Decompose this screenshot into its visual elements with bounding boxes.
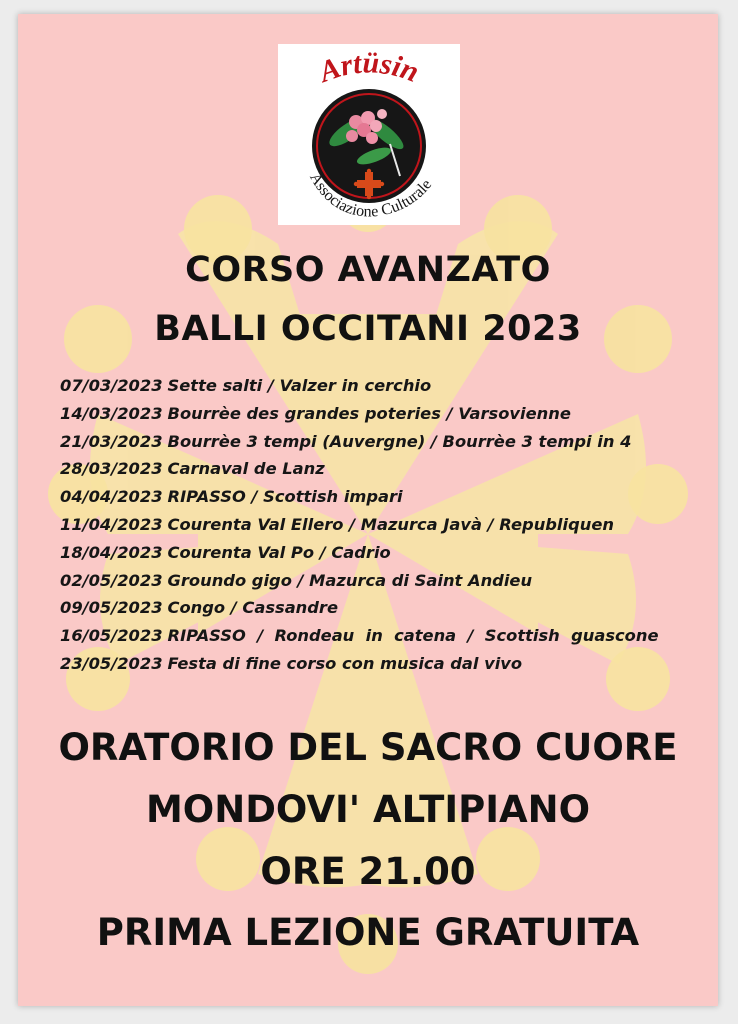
schedule-date: 09/05/2023 [60, 598, 163, 618]
schedule-item [60, 428, 710, 456]
schedule-item [60, 511, 710, 539]
free-lesson-notice: PRIMA LEZIONE GRATUITA [96, 911, 640, 954]
artusin-logo [278, 44, 460, 225]
schedule-dances: Carnaval de Lanz [167, 459, 325, 479]
schedule-date: 02/05/2023 [60, 570, 163, 590]
poster [18, 14, 718, 1006]
schedule-dances: Groundo gigo / Mazurca di Saint Andieu [167, 570, 533, 590]
schedule-item [60, 455, 710, 483]
schedule-item [60, 567, 710, 595]
schedule-dances: Festa di fine corso con musica dal vivo [167, 653, 523, 673]
schedule-item [60, 539, 710, 567]
schedule-date: 14/03/2023 [60, 403, 163, 423]
lesson-schedule [60, 372, 710, 678]
schedule-dances: Courenta Val Po / Cadrio [167, 542, 391, 562]
schedule-item [60, 483, 710, 511]
course-subtitle: BALLI OCCITANI 2023 [154, 309, 582, 349]
logo-title: Artüsin [314, 46, 424, 89]
schedule-date: 07/03/2023 [60, 376, 163, 395]
schedule-item [60, 372, 710, 400]
schedule-date: 23/05/2023 [60, 653, 163, 673]
schedule-date: 21/03/2023 [60, 431, 163, 451]
schedule-item [60, 622, 710, 650]
schedule-dances: RIPASSO / Scottish impari [167, 487, 403, 507]
course-title: CORSO AVANZATO [185, 250, 551, 290]
venue-name: ORATORIO DEL SACRO CUORE [58, 726, 678, 769]
schedule-item [60, 650, 710, 678]
schedule-date: 28/03/2023 [60, 459, 163, 479]
logo-subtitle: Associazione Culturale [306, 169, 436, 221]
schedule-dances: Sette salti / Valzer in cerchio [167, 376, 432, 395]
schedule-item [60, 400, 710, 428]
schedule-date: 18/04/2023 [60, 542, 163, 562]
schedule-dances: Bourrèe des grandes poteries / Varsovienne [167, 403, 571, 423]
schedule-date: 04/04/2023 [60, 487, 163, 507]
schedule-date: 11/04/2023 [60, 514, 163, 534]
schedule-date: 16/05/2023 [60, 626, 163, 646]
schedule-dances: Bourrèe 3 tempi (Auvergne) / Bourrèe 3 tempi in 4 [167, 431, 632, 451]
event-time: ORE 21.00 [260, 850, 476, 893]
schedule-dances: RIPASSO / Rondeau in catena / Scottish guascone [167, 626, 659, 646]
schedule-dances: Congo / Cassandre [167, 598, 338, 618]
venue-place: MONDOVI' ALTIPIANO [145, 788, 591, 831]
schedule-dances: Courenta Val Ellero / Mazurca Javà / Republiquen [167, 514, 614, 534]
schedule-item [60, 594, 710, 622]
logo-emblem [278, 44, 460, 225]
